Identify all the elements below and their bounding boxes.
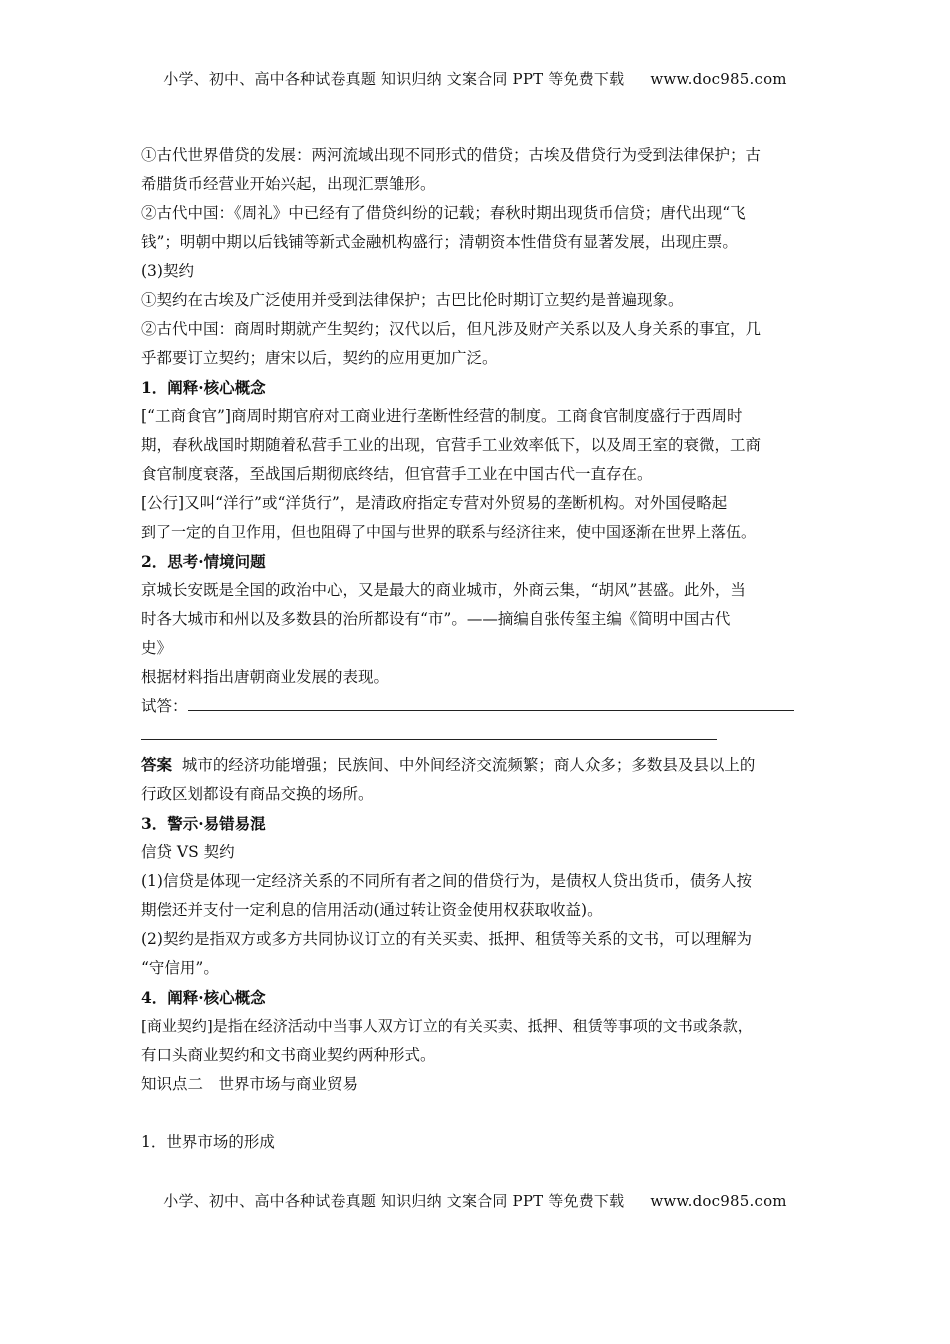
text-line: 时各大城市和州以及多数县的治所都设有“市”。——摘编自张传玺主编《简明中国古代 <box>141 610 731 628</box>
section-heading: 4．阐释·核心概念 <box>141 988 266 1007</box>
header-text: 小学、初中、高中各种试卷真题 知识归纳 文案合同 PPT 等免费下载 <box>163 70 625 88</box>
footer-url: www.doc985.com <box>650 1192 787 1210</box>
text-line: ①古代世界借贷的发展：两河流域出现不同形式的借贷；古埃及借贷行为受到法律保护；古 <box>141 146 762 164</box>
section-heading: 1．阐释·核心概念 <box>141 378 266 397</box>
section-heading: 3．警示·易错易混 <box>141 814 266 833</box>
text-line: [“工商食官”]商周时期官府对工商业进行垄断性经营的制度。工商食官制度盛行于西周时 <box>141 407 743 425</box>
text-line: (2)契约是指双方或多方共同协议订立的有关买卖、抵押、租赁等关系的文书，可以理解为 <box>141 930 752 948</box>
text-line: “守信用”。 <box>141 959 219 977</box>
text-line: 史》 <box>141 639 173 657</box>
try-answer-label: 试答： <box>141 697 188 715</box>
answer-line-1 <box>141 692 821 721</box>
text-line: 1．世界市场的形成 <box>141 1133 275 1151</box>
text-line: 到了一定的自卫作用，但也阻碍了中国与世界的联系与经济往来，使中国逐渐在世界上落伍。 <box>141 523 757 541</box>
text-line: 食官制度衰落，至战国后期彻底终结，但官营手工业在中国古代一直存在。 <box>141 465 653 483</box>
page-footer <box>0 1190 950 1211</box>
subheading: (3)契约 <box>141 262 194 280</box>
header-url: www.doc985.com <box>650 70 787 88</box>
text-line: ②古代中国：《周礼》中已经有了借贷纠纷的记载；春秋时期出现货币信贷；唐代出现“飞 <box>141 204 746 222</box>
text-line: 希腊货币经营业开始兴起，出现汇票雏形。 <box>141 175 436 193</box>
text-line: (1)信贷是体现一定经济关系的不同所有者之间的借贷行为，是债权人贷出货币，债务人按 <box>141 872 752 890</box>
text-line: 期，春秋战国时期随着私营手工业的出现，官营手工业效率低下，以及周王室的衰微，工商 <box>141 436 762 454</box>
text-line: 钱”；明朝中期以后钱铺等新式金融机构盛行；清朝资本性借贷有显著发展，出现庄票。 <box>141 233 738 251</box>
answer-line-2 <box>141 721 821 750</box>
text-line: ②古代中国：商周时期就产生契约；汉代以后，但凡涉及财产关系以及人身关系的事宜，几 <box>141 320 762 338</box>
text-line: [公行]又叫“洋行”或“洋货行”，是清政府指定专营对外贸易的垄断机构。对外国侵略起 <box>141 494 728 512</box>
text-line: 京城长安既是全国的政治中心，又是最大的商业城市，外商云集，“胡风”甚盛。此外，当 <box>141 581 746 599</box>
question-prompt: 根据材料指出唐朝商业发展的表现。 <box>141 668 390 686</box>
text-line: ①契约在古埃及广泛使用并受到法律保护；古巴比伦时期订立契约是普遍现象。 <box>141 291 684 309</box>
text-line: 行政区划都设有商品交换的场所。 <box>141 785 374 803</box>
text-line: 信贷 VS 契约 <box>141 843 235 861</box>
answer-blank[interactable] <box>141 723 717 740</box>
document-body <box>141 141 821 1157</box>
answer-text: 城市的经济功能增强；民族间、中外间经济交流频繁；商人众多；多数县及县以上的 <box>181 756 756 774</box>
answer-label: 答案 <box>141 755 173 774</box>
page-header <box>0 68 950 89</box>
footer-text: 小学、初中、高中各种试卷真题 知识归纳 文案合同 PPT 等免费下载 <box>163 1192 625 1210</box>
text-line <box>141 750 821 780</box>
section-heading: 2．思考·情境问题 <box>141 552 266 571</box>
text-line: 乎都要订立契约；唐宋以后，契约的应用更加广泛。 <box>141 349 498 367</box>
text-line: 期偿还并支付一定利息的信用活动(通过转让资金使用权获取收益)。 <box>141 901 603 919</box>
text-line: 有口头商业契约和文书商业契约两种形式。 <box>141 1046 436 1064</box>
answer-blank[interactable] <box>188 694 794 711</box>
knowledge-point-heading: 知识点二 世界市场与商业贸易 <box>141 1075 359 1093</box>
text-line: [商业契约]是指在经济活动中当事人双方订立的有关买卖、抵押、租赁等事项的文书或条款， <box>141 1017 753 1035</box>
